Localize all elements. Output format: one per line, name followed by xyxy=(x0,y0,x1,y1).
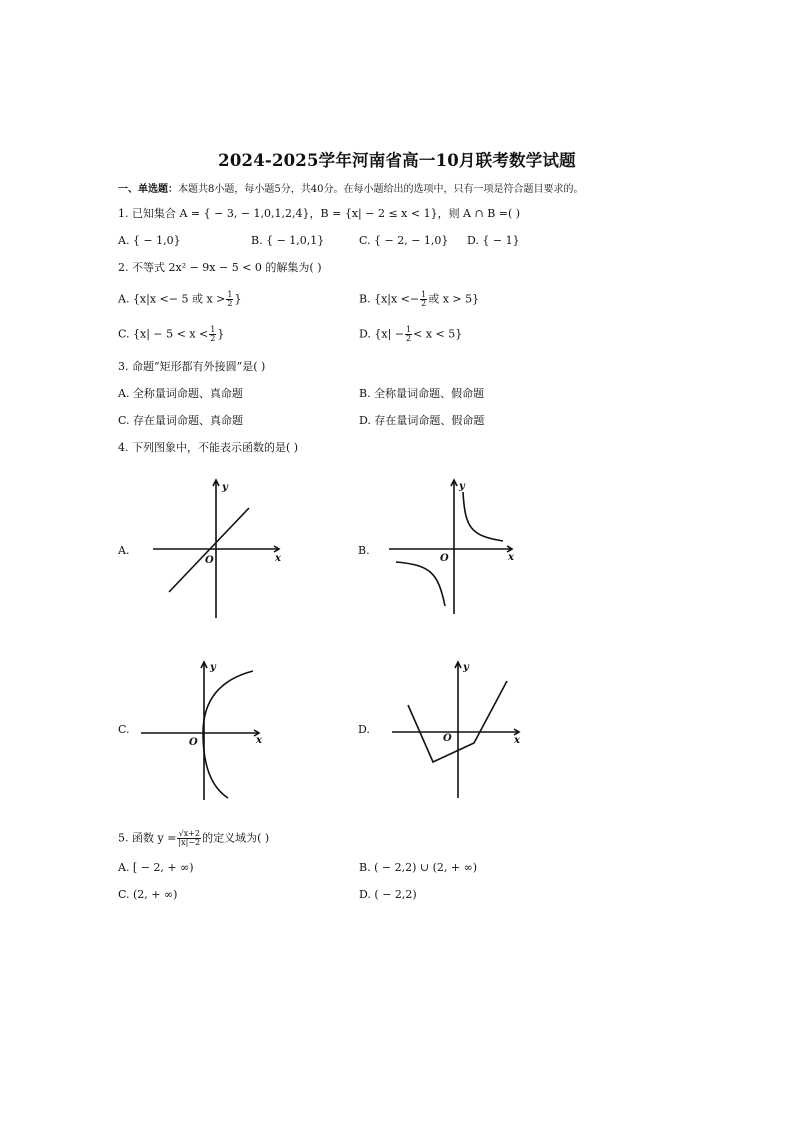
q2-d-frac-num: 1 xyxy=(406,325,412,334)
graph-a-label[interactable]: A. xyxy=(118,544,130,557)
graph-c-y-label: y xyxy=(210,662,216,673)
question-1-option-b[interactable]: B. { − 1,0,1} xyxy=(251,234,325,247)
graph-a-x-label: x xyxy=(275,553,281,564)
q2-d-suffix: < x < 5} xyxy=(413,327,463,341)
question-1-stem: 1. 已知集合 A = { − 3, − 1,0,1,2,4}，B = {x| − 2 ≤ x < 1}，则 A ∩ B =( ) xyxy=(118,207,521,220)
graph-b-x-label: x xyxy=(508,552,514,563)
section-heading: 一、单选题： xyxy=(118,184,178,195)
question-1-option-c[interactable]: C. { − 2, − 1,0} xyxy=(359,234,449,247)
question-5-stem xyxy=(118,830,269,847)
graph-a-origin: O xyxy=(205,555,214,566)
graph-b xyxy=(389,480,512,614)
graph-c-parabola xyxy=(203,671,253,798)
graph-c xyxy=(141,662,259,800)
question-3-option-a[interactable]: A. 全称量词命题、真命题 xyxy=(118,387,243,400)
graph-b-curve-right xyxy=(463,492,503,541)
q5-fraction xyxy=(177,830,201,847)
q2-a-frac-den: 2 xyxy=(227,299,233,308)
section-text: 本题共8小题，每小题5分，共40分。在每小题给出的选项中，只有一项是符合题目要求的。 xyxy=(178,184,584,195)
question-1-option-a[interactable]: A. { − 1,0} xyxy=(118,234,181,247)
question-3-option-c[interactable]: C. 存在量词命题、真命题 xyxy=(118,414,244,427)
q5-frac-den: |x|−2 xyxy=(178,838,201,847)
graph-a-y-label: y xyxy=(222,482,228,493)
q2-a-suffix: } xyxy=(234,292,242,306)
page-title: 2024-2025学年河南省高一10月联考数学试题 xyxy=(218,151,576,170)
question-3-option-d[interactable]: D. 存在量词命题、假命题 xyxy=(359,414,485,427)
graph-d xyxy=(392,662,519,798)
question-4-stem: 4. 下列图象中，不能表示函数的是( ) xyxy=(118,441,299,454)
q2-d-prefix: D. {x| − xyxy=(359,327,405,341)
question-1-option-d[interactable]: D. { − 1} xyxy=(467,234,520,247)
question-2-stem: 2. 不等式 2x² − 9x − 5 < 0 的解集为( ) xyxy=(118,261,322,274)
question-3-option-b[interactable]: B. 全称量词命题、假命题 xyxy=(359,387,485,400)
graph-b-origin: O xyxy=(440,553,449,564)
question-5-option-b[interactable]: B. ( − 2,2) ∪ (2, + ∞) xyxy=(359,861,478,874)
q2-c-frac-den: 2 xyxy=(210,334,216,343)
graph-d-y-label: y xyxy=(463,662,469,673)
question-5-option-a[interactable]: A. [ − 2, + ∞) xyxy=(118,861,194,874)
graph-c-label[interactable]: C. xyxy=(118,723,130,736)
q2-b-prefix: B. {x|x <− xyxy=(359,292,420,306)
q2-c-suffix: } xyxy=(217,327,225,341)
q2-d-frac-den: 2 xyxy=(406,334,412,343)
graph-a-line xyxy=(169,508,249,592)
q2-c-prefix: C. {x| − 5 < x < xyxy=(118,327,209,341)
graph-b-y-label: y xyxy=(459,481,465,492)
q2-a-prefix: A. {x|x <− 5 或 x > xyxy=(118,292,226,306)
q5-stem-prefix: 5. 函数 y = xyxy=(118,831,177,845)
q2-b-frac-num: 1 xyxy=(421,290,427,299)
question-5-option-c[interactable]: C. (2, + ∞) xyxy=(118,888,178,901)
graph-d-x-label: x xyxy=(514,735,520,746)
q2-b-frac-den: 2 xyxy=(421,299,427,308)
graph-c-origin: O xyxy=(189,737,198,748)
q5-stem-suffix: 的定义域为( ) xyxy=(202,831,270,845)
graph-d-label[interactable]: D. xyxy=(358,723,370,736)
graph-c-x-label: x xyxy=(256,735,262,746)
q2-c-frac-num: 1 xyxy=(210,325,216,334)
q2-a-frac-num: 1 xyxy=(227,290,233,299)
q2-b-suffix: 或 x > 5} xyxy=(428,292,480,306)
graph-d-origin: O xyxy=(443,733,452,744)
question-5-option-d[interactable]: D. ( − 2,2) xyxy=(359,888,417,901)
graph-a xyxy=(153,480,279,618)
graph-b-curve-left xyxy=(396,562,445,606)
graph-b-label[interactable]: B. xyxy=(358,544,370,557)
question-3-stem: 3. 命题“矩形都有外接圆”是( ) xyxy=(118,360,266,373)
q5-frac-num: √x+2 xyxy=(178,829,200,838)
